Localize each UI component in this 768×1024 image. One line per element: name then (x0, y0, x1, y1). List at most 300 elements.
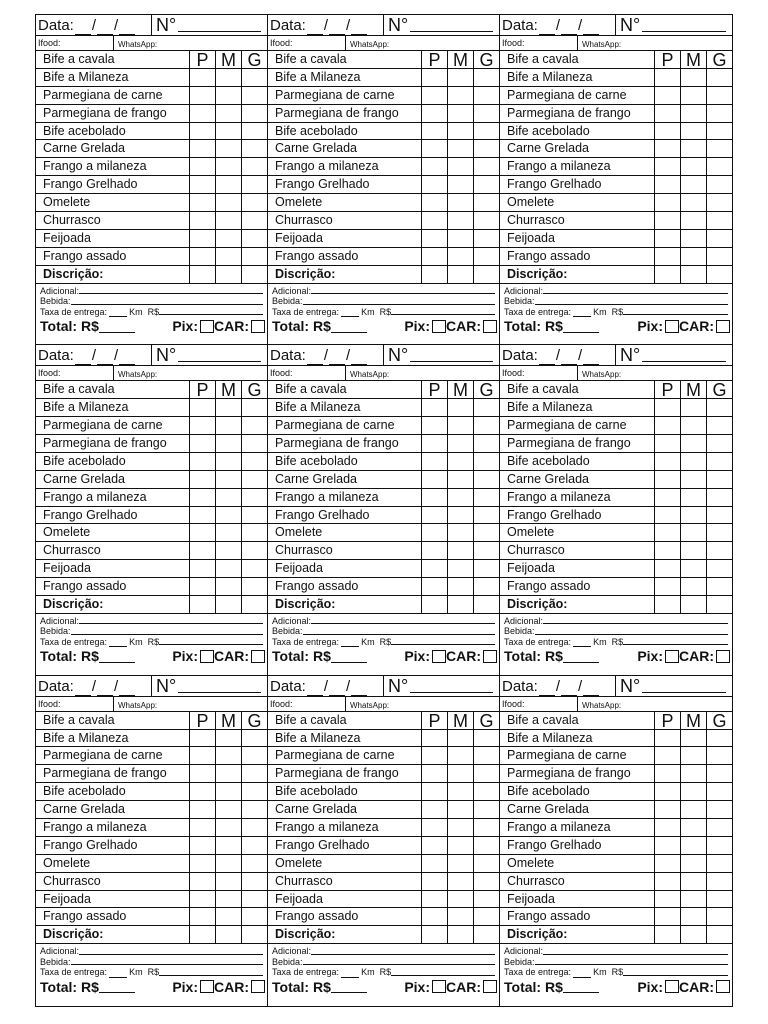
quantity-cell[interactable] (680, 873, 706, 890)
quantity-cell[interactable] (189, 596, 215, 613)
quantity-cell[interactable] (706, 596, 732, 613)
quantity-cell[interactable] (189, 730, 215, 747)
quantity-cell[interactable] (447, 87, 473, 104)
date-field[interactable] (268, 15, 384, 35)
quantity-cell[interactable] (421, 783, 447, 800)
quantity-cell[interactable] (654, 399, 680, 416)
quantity-cell[interactable] (680, 783, 706, 800)
ifood-field[interactable] (36, 36, 114, 50)
quantity-cell[interactable] (421, 69, 447, 86)
quantity-cell[interactable] (654, 435, 680, 452)
quantity-cell[interactable] (680, 176, 706, 193)
quantity-cell[interactable] (706, 873, 732, 890)
quantity-cell[interactable] (473, 399, 499, 416)
size-header[interactable]: M (215, 712, 241, 729)
order-number-field[interactable] (152, 345, 267, 365)
size-header[interactable]: P (189, 51, 215, 68)
order-number-field[interactable] (616, 15, 732, 35)
delivery-fee-line[interactable] (40, 307, 263, 318)
pix-checkbox[interactable] (665, 980, 679, 993)
quantity-cell[interactable] (654, 908, 680, 925)
quantity-cell[interactable] (447, 926, 473, 943)
quantity-cell[interactable] (421, 908, 447, 925)
quantity-cell[interactable] (447, 801, 473, 818)
total-field[interactable] (99, 980, 135, 993)
bebida-line[interactable] (272, 957, 495, 968)
quantity-cell[interactable] (706, 891, 732, 908)
description-row[interactable] (500, 926, 732, 944)
delivery-fee-line[interactable] (504, 967, 728, 978)
quantity-cell[interactable] (706, 105, 732, 122)
quantity-cell[interactable] (473, 542, 499, 559)
quantity-cell[interactable] (447, 765, 473, 782)
quantity-cell[interactable] (215, 140, 241, 157)
card-checkbox[interactable] (251, 650, 265, 663)
quantity-cell[interactable] (241, 87, 267, 104)
size-header[interactable]: P (189, 712, 215, 729)
total-field[interactable] (563, 650, 599, 663)
quantity-cell[interactable] (241, 69, 267, 86)
quantity-cell[interactable] (189, 140, 215, 157)
total-field[interactable] (331, 650, 367, 663)
quantity-cell[interactable] (421, 140, 447, 157)
card-checkbox[interactable] (716, 650, 730, 663)
total-field[interactable] (99, 320, 135, 333)
quantity-cell[interactable] (473, 747, 499, 764)
quantity-cell[interactable] (680, 908, 706, 925)
quantity-cell[interactable] (447, 524, 473, 541)
total-field[interactable] (563, 980, 599, 993)
total-field[interactable] (331, 980, 367, 993)
quantity-cell[interactable] (189, 453, 215, 470)
quantity-cell[interactable] (654, 926, 680, 943)
quantity-cell[interactable] (421, 87, 447, 104)
quantity-cell[interactable] (706, 926, 732, 943)
quantity-cell[interactable] (189, 158, 215, 175)
quantity-cell[interactable] (680, 230, 706, 247)
description-row[interactable] (36, 926, 267, 944)
bebida-line[interactable] (272, 296, 495, 307)
quantity-cell[interactable] (189, 783, 215, 800)
quantity-cell[interactable] (447, 453, 473, 470)
quantity-cell[interactable] (241, 399, 267, 416)
quantity-cell[interactable] (447, 507, 473, 524)
quantity-cell[interactable] (241, 266, 267, 283)
size-header[interactable]: G (241, 51, 267, 68)
quantity-cell[interactable] (473, 819, 499, 836)
quantity-cell[interactable] (215, 230, 241, 247)
description-row[interactable] (268, 266, 499, 284)
quantity-cell[interactable] (447, 747, 473, 764)
quantity-cell[interactable] (241, 453, 267, 470)
quantity-cell[interactable] (189, 855, 215, 872)
delivery-fee-line[interactable] (40, 637, 263, 648)
quantity-cell[interactable] (421, 105, 447, 122)
quantity-cell[interactable] (447, 855, 473, 872)
quantity-cell[interactable] (215, 542, 241, 559)
quantity-cell[interactable] (473, 471, 499, 488)
bebida-line[interactable] (504, 957, 728, 968)
quantity-cell[interactable] (473, 123, 499, 140)
quantity-cell[interactable] (447, 489, 473, 506)
quantity-cell[interactable] (189, 908, 215, 925)
quantity-cell[interactable] (680, 87, 706, 104)
quantity-cell[interactable] (706, 542, 732, 559)
date-field[interactable] (500, 15, 616, 35)
date-field[interactable] (36, 15, 152, 35)
quantity-cell[interactable] (189, 891, 215, 908)
card-checkbox[interactable] (716, 320, 730, 333)
quantity-cell[interactable] (447, 837, 473, 854)
quantity-cell[interactable] (215, 87, 241, 104)
card-checkbox[interactable] (251, 320, 265, 333)
quantity-cell[interactable] (241, 158, 267, 175)
quantity-cell[interactable] (654, 801, 680, 818)
quantity-cell[interactable] (421, 176, 447, 193)
quantity-cell[interactable] (654, 507, 680, 524)
quantity-cell[interactable] (680, 471, 706, 488)
quantity-cell[interactable] (215, 435, 241, 452)
quantity-cell[interactable] (241, 873, 267, 890)
quantity-cell[interactable] (421, 596, 447, 613)
quantity-cell[interactable] (706, 730, 732, 747)
quantity-cell[interactable] (241, 524, 267, 541)
order-number-field[interactable] (384, 15, 499, 35)
adicional-line[interactable] (272, 286, 495, 297)
quantity-cell[interactable] (241, 855, 267, 872)
quantity-cell[interactable] (421, 158, 447, 175)
quantity-cell[interactable] (447, 730, 473, 747)
quantity-cell[interactable] (447, 891, 473, 908)
quantity-cell[interactable] (215, 765, 241, 782)
total-field[interactable] (563, 320, 599, 333)
quantity-cell[interactable] (680, 730, 706, 747)
quantity-cell[interactable] (706, 399, 732, 416)
quantity-cell[interactable] (215, 891, 241, 908)
quantity-cell[interactable] (706, 560, 732, 577)
whatsapp-field[interactable] (346, 37, 389, 49)
quantity-cell[interactable] (473, 194, 499, 211)
quantity-cell[interactable] (706, 837, 732, 854)
quantity-cell[interactable] (421, 417, 447, 434)
quantity-cell[interactable] (215, 801, 241, 818)
adicional-line[interactable] (40, 946, 263, 957)
bebida-line[interactable] (40, 957, 263, 968)
description-row[interactable] (36, 266, 267, 284)
quantity-cell[interactable] (421, 801, 447, 818)
quantity-cell[interactable] (189, 507, 215, 524)
quantity-cell[interactable] (706, 123, 732, 140)
description-row[interactable] (268, 926, 499, 944)
quantity-cell[interactable] (473, 230, 499, 247)
quantity-cell[interactable] (241, 230, 267, 247)
pix-checkbox[interactable] (432, 320, 446, 333)
quantity-cell[interactable] (680, 248, 706, 265)
quantity-cell[interactable] (421, 471, 447, 488)
quantity-cell[interactable] (706, 248, 732, 265)
quantity-cell[interactable] (241, 248, 267, 265)
quantity-cell[interactable] (473, 926, 499, 943)
quantity-cell[interactable] (706, 747, 732, 764)
date-field[interactable] (500, 345, 616, 365)
quantity-cell[interactable] (473, 158, 499, 175)
quantity-cell[interactable] (473, 266, 499, 283)
whatsapp-field[interactable] (578, 367, 621, 379)
quantity-cell[interactable] (189, 747, 215, 764)
bebida-line[interactable] (272, 626, 495, 637)
quantity-cell[interactable] (473, 140, 499, 157)
quantity-cell[interactable] (215, 783, 241, 800)
quantity-cell[interactable] (241, 783, 267, 800)
adicional-line[interactable] (40, 616, 263, 627)
quantity-cell[interactable] (189, 435, 215, 452)
quantity-cell[interactable] (215, 855, 241, 872)
adicional-line[interactable] (272, 946, 495, 957)
quantity-cell[interactable] (706, 158, 732, 175)
quantity-cell[interactable] (706, 578, 732, 595)
quantity-cell[interactable] (447, 819, 473, 836)
pix-checkbox[interactable] (432, 980, 446, 993)
quantity-cell[interactable] (241, 212, 267, 229)
quantity-cell[interactable] (473, 560, 499, 577)
quantity-cell[interactable] (654, 524, 680, 541)
quantity-cell[interactable] (654, 873, 680, 890)
description-row[interactable] (36, 596, 267, 614)
size-header[interactable]: P (421, 712, 447, 729)
ifood-field[interactable] (268, 366, 346, 380)
quantity-cell[interactable] (241, 765, 267, 782)
quantity-cell[interactable] (447, 399, 473, 416)
quantity-cell[interactable] (706, 765, 732, 782)
quantity-cell[interactable] (241, 596, 267, 613)
card-checkbox[interactable] (716, 980, 730, 993)
quantity-cell[interactable] (680, 453, 706, 470)
delivery-fee-line[interactable] (272, 967, 495, 978)
quantity-cell[interactable] (473, 69, 499, 86)
quantity-cell[interactable] (706, 507, 732, 524)
quantity-cell[interactable] (706, 819, 732, 836)
whatsapp-field[interactable] (346, 367, 389, 379)
whatsapp-field[interactable] (114, 367, 157, 379)
bebida-line[interactable] (504, 296, 728, 307)
quantity-cell[interactable] (215, 489, 241, 506)
bebida-line[interactable] (40, 626, 263, 637)
quantity-cell[interactable] (447, 158, 473, 175)
quantity-cell[interactable] (447, 908, 473, 925)
description-row[interactable] (500, 596, 732, 614)
size-header[interactable]: M (680, 51, 706, 68)
size-header[interactable]: G (241, 381, 267, 398)
quantity-cell[interactable] (473, 417, 499, 434)
quantity-cell[interactable] (421, 765, 447, 782)
quantity-cell[interactable] (421, 855, 447, 872)
quantity-cell[interactable] (706, 140, 732, 157)
quantity-cell[interactable] (241, 926, 267, 943)
quantity-cell[interactable] (680, 837, 706, 854)
size-header[interactable]: M (447, 712, 473, 729)
quantity-cell[interactable] (189, 471, 215, 488)
quantity-cell[interactable] (241, 801, 267, 818)
quantity-cell[interactable] (215, 507, 241, 524)
date-field[interactable] (500, 676, 616, 696)
ifood-field[interactable] (500, 697, 578, 711)
whatsapp-field[interactable] (346, 698, 389, 710)
adicional-line[interactable] (504, 946, 728, 957)
quantity-cell[interactable] (654, 837, 680, 854)
quantity-cell[interactable] (447, 230, 473, 247)
quantity-cell[interactable] (654, 560, 680, 577)
quantity-cell[interactable] (189, 194, 215, 211)
quantity-cell[interactable] (215, 926, 241, 943)
delivery-fee-line[interactable] (272, 307, 495, 318)
quantity-cell[interactable] (241, 891, 267, 908)
size-header[interactable]: G (473, 51, 499, 68)
quantity-cell[interactable] (706, 176, 732, 193)
quantity-cell[interactable] (215, 747, 241, 764)
quantity-cell[interactable] (189, 801, 215, 818)
quantity-cell[interactable] (680, 123, 706, 140)
quantity-cell[interactable] (447, 105, 473, 122)
quantity-cell[interactable] (241, 819, 267, 836)
quantity-cell[interactable] (654, 69, 680, 86)
quantity-cell[interactable] (473, 765, 499, 782)
quantity-cell[interactable] (421, 489, 447, 506)
quantity-cell[interactable] (654, 87, 680, 104)
size-header[interactable]: M (215, 51, 241, 68)
size-header[interactable]: P (654, 51, 680, 68)
quantity-cell[interactable] (654, 140, 680, 157)
quantity-cell[interactable] (473, 891, 499, 908)
ifood-field[interactable] (36, 366, 114, 380)
quantity-cell[interactable] (654, 248, 680, 265)
size-header[interactable]: G (706, 51, 732, 68)
quantity-cell[interactable] (473, 908, 499, 925)
quantity-cell[interactable] (473, 87, 499, 104)
quantity-cell[interactable] (654, 453, 680, 470)
quantity-cell[interactable] (241, 194, 267, 211)
quantity-cell[interactable] (680, 69, 706, 86)
quantity-cell[interactable] (680, 819, 706, 836)
quantity-cell[interactable] (473, 578, 499, 595)
quantity-cell[interactable] (189, 105, 215, 122)
quantity-cell[interactable] (421, 578, 447, 595)
size-header[interactable]: G (473, 712, 499, 729)
order-number-field[interactable] (384, 345, 499, 365)
quantity-cell[interactable] (447, 69, 473, 86)
delivery-fee-line[interactable] (272, 637, 495, 648)
quantity-cell[interactable] (706, 855, 732, 872)
quantity-cell[interactable] (189, 87, 215, 104)
quantity-cell[interactable] (706, 783, 732, 800)
quantity-cell[interactable] (706, 453, 732, 470)
quantity-cell[interactable] (421, 926, 447, 943)
size-header[interactable]: G (706, 712, 732, 729)
quantity-cell[interactable] (447, 783, 473, 800)
quantity-cell[interactable] (447, 471, 473, 488)
quantity-cell[interactable] (241, 123, 267, 140)
pix-checkbox[interactable] (200, 980, 214, 993)
description-row[interactable] (268, 596, 499, 614)
quantity-cell[interactable] (680, 399, 706, 416)
quantity-cell[interactable] (654, 578, 680, 595)
size-header[interactable]: M (680, 381, 706, 398)
date-field[interactable] (268, 676, 384, 696)
quantity-cell[interactable] (447, 248, 473, 265)
quantity-cell[interactable] (473, 837, 499, 854)
size-header[interactable]: M (447, 51, 473, 68)
quantity-cell[interactable] (421, 730, 447, 747)
quantity-cell[interactable] (447, 596, 473, 613)
quantity-cell[interactable] (654, 765, 680, 782)
quantity-cell[interactable] (215, 212, 241, 229)
quantity-cell[interactable] (473, 507, 499, 524)
quantity-cell[interactable] (447, 542, 473, 559)
quantity-cell[interactable] (189, 489, 215, 506)
quantity-cell[interactable] (654, 730, 680, 747)
quantity-cell[interactable] (241, 542, 267, 559)
quantity-cell[interactable] (447, 123, 473, 140)
quantity-cell[interactable] (473, 453, 499, 470)
quantity-cell[interactable] (473, 730, 499, 747)
quantity-cell[interactable] (215, 417, 241, 434)
quantity-cell[interactable] (215, 524, 241, 541)
delivery-fee-line[interactable] (504, 307, 728, 318)
quantity-cell[interactable] (189, 123, 215, 140)
quantity-cell[interactable] (215, 123, 241, 140)
quantity-cell[interactable] (680, 855, 706, 872)
quantity-cell[interactable] (215, 837, 241, 854)
quantity-cell[interactable] (706, 801, 732, 818)
quantity-cell[interactable] (241, 489, 267, 506)
size-header[interactable]: M (215, 381, 241, 398)
bebida-line[interactable] (504, 626, 728, 637)
quantity-cell[interactable] (654, 542, 680, 559)
quantity-cell[interactable] (654, 489, 680, 506)
quantity-cell[interactable] (680, 489, 706, 506)
quantity-cell[interactable] (706, 87, 732, 104)
whatsapp-field[interactable] (114, 698, 157, 710)
quantity-cell[interactable] (447, 176, 473, 193)
quantity-cell[interactable] (421, 891, 447, 908)
quantity-cell[interactable] (473, 176, 499, 193)
quantity-cell[interactable] (241, 578, 267, 595)
whatsapp-field[interactable] (578, 37, 621, 49)
quantity-cell[interactable] (654, 266, 680, 283)
quantity-cell[interactable] (189, 176, 215, 193)
size-header[interactable]: M (680, 712, 706, 729)
delivery-fee-line[interactable] (40, 967, 263, 978)
quantity-cell[interactable] (189, 560, 215, 577)
quantity-cell[interactable] (189, 819, 215, 836)
quantity-cell[interactable] (189, 212, 215, 229)
quantity-cell[interactable] (421, 266, 447, 283)
quantity-cell[interactable] (447, 194, 473, 211)
quantity-cell[interactable] (421, 819, 447, 836)
size-header[interactable]: G (241, 712, 267, 729)
size-header[interactable]: M (447, 381, 473, 398)
quantity-cell[interactable] (421, 212, 447, 229)
quantity-cell[interactable] (447, 578, 473, 595)
quantity-cell[interactable] (215, 578, 241, 595)
quantity-cell[interactable] (680, 194, 706, 211)
quantity-cell[interactable] (421, 435, 447, 452)
quantity-cell[interactable] (473, 855, 499, 872)
quantity-cell[interactable] (421, 123, 447, 140)
quantity-cell[interactable] (654, 819, 680, 836)
quantity-cell[interactable] (680, 926, 706, 943)
quantity-cell[interactable] (215, 560, 241, 577)
quantity-cell[interactable] (215, 248, 241, 265)
